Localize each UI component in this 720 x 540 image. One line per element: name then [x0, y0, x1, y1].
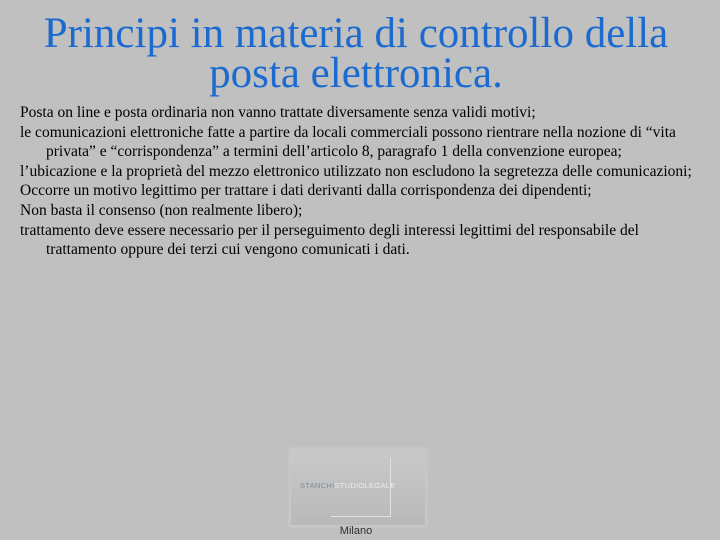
- list-item: Non basta il consenso (non realmente libero);: [20, 201, 303, 219]
- list-item: l’ubicazione e la proprietà del mezzo elettronico utilizzato non escludono la segretezza delle comunicazioni;: [20, 162, 692, 180]
- list-item: le comunicazioni elettroniche fatte a partire da locali commerciali possono rientrare nella nozione di “vita privata” e “corrispondenza” a termini dell’articolo 8, paragrafo 1 della convenzione europea;: [20, 123, 676, 161]
- list-item: Posta on line e posta ordinaria non vanno trattate diversamente senza validi motivi;: [20, 104, 536, 121]
- footer-city: Milano: [339, 525, 373, 537]
- logo-text-name: STANCHI: [300, 481, 335, 490]
- list-item: Occorre un motivo legittimo per trattare i dati derivanti dalla corrispondenza dei dipendenti;: [20, 182, 592, 200]
- studio-logo: [300, 481, 420, 490]
- bullet-list: [20, 103, 700, 260]
- logo-text-firm: STUDIOLEGALE: [334, 481, 396, 490]
- list-item: trattamento deve essere necessario per il perseguimento degli interessi legittimi del responsabile del trattamento oppure dei terzi cui vengono comunicati i dati.: [20, 221, 639, 259]
- slide-title: Principi in materia di controllo della posta elettronica.: [43, 10, 669, 97]
